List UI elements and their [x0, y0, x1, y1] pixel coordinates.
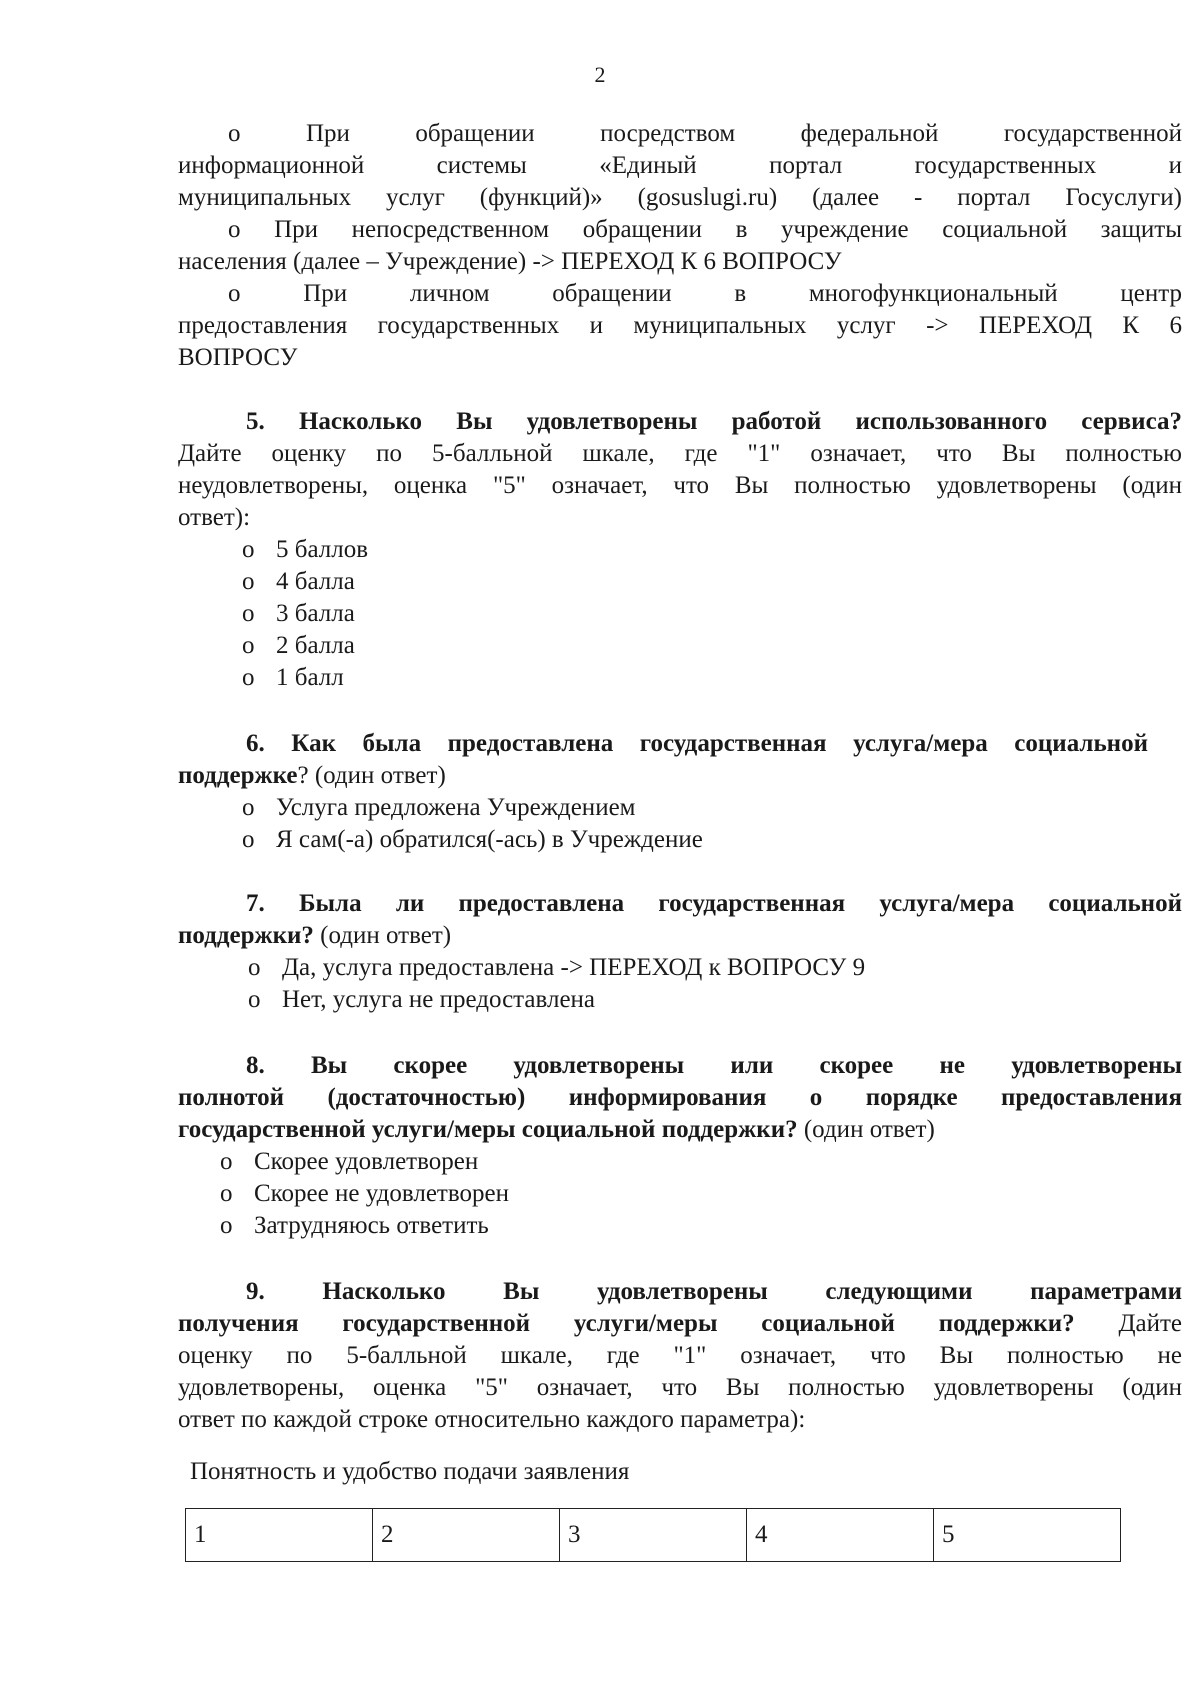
q4-option-3-line-3: ВОПРОСУ: [178, 344, 298, 371]
radio-circle-icon: o: [242, 536, 255, 563]
q7-option[interactable]: o Нет, услуга не предоставлена: [248, 984, 595, 1016]
q9-text-line-4: удовлетворены, оценка "5" означает, что Вы полностью удовлетворены (один: [178, 1374, 1182, 1401]
q6-text-line-2: поддержке? (один ответ): [178, 762, 446, 789]
q6-heading: 6. Как была предоставлена государственная услуга/мера социальной: [246, 730, 1148, 757]
q5-text-line-4: ответ):: [178, 504, 251, 531]
q4-option-2-line-1: o При непосредственном обращении в учреждение социальной защиты: [228, 216, 1183, 243]
radio-circle-icon: o: [248, 954, 261, 981]
rating-cell-2[interactable]: 2: [373, 1509, 560, 1562]
q8-text-line-2: полнотой (достаточностью) информирования о порядке предоставления: [178, 1084, 1182, 1111]
q6-option[interactable]: o Я сам(-а) обратился(-ась) в Учреждение: [242, 824, 703, 856]
radio-circle-icon: o: [220, 1148, 233, 1175]
q9-heading: 9. Насколько Вы удовлетворены следующими параметрами: [246, 1278, 1182, 1305]
q9-text-line-5: ответ по каждой строке относительно каждого параметра):: [178, 1406, 806, 1433]
radio-circle-icon: o: [242, 664, 255, 691]
q8-option[interactable]: o Затрудняюсь ответить: [220, 1210, 489, 1242]
rating-scale-table: [185, 1508, 1121, 1562]
bullet-icon: o: [228, 280, 241, 307]
q4-option-3-line-2: предоставления государственных и муниципальных услуг -> ПЕРЕХОД К 6: [178, 312, 1182, 339]
radio-circle-icon: o: [220, 1180, 233, 1207]
q5-option[interactable]: o 3 балла: [242, 598, 355, 630]
q8-heading: 8. Вы скорее удовлетворены или скорее не удовлетворены: [246, 1052, 1182, 1079]
q9-text-line-2: получения государственной услуги/меры социальной поддержки? Дайте: [178, 1310, 1182, 1337]
bullet-icon: o: [228, 120, 241, 147]
radio-circle-icon: o: [220, 1212, 233, 1239]
q7-option[interactable]: o Да, услуга предоставлена -> ПЕРЕХОД к ВОПРОСУ 9: [248, 952, 865, 984]
q8-text-line-3: государственной услуги/меры социальной поддержки? (один ответ): [178, 1116, 935, 1143]
radio-circle-icon: o: [242, 632, 255, 659]
bullet-icon: o: [228, 216, 241, 243]
radio-circle-icon: o: [242, 826, 255, 853]
q4-option-3-line-1: o При личном обращении в многофункциональный центр: [228, 280, 1182, 307]
q4-option-1-line-1: o При обращении посредством федеральной государственной: [228, 120, 1182, 147]
radio-circle-icon: o: [248, 986, 261, 1013]
q9-text-line-3: оценку по 5-балльной шкале, где "1" означает, что Вы полностью не: [178, 1342, 1182, 1369]
q5-option[interactable]: o 5 баллов: [242, 534, 368, 566]
rating-cell-4[interactable]: 4: [747, 1509, 934, 1562]
rating-cell-3[interactable]: 3: [560, 1509, 747, 1562]
q4-option-2-line-2: населения (далее – Учреждение) -> ПЕРЕХОД К 6 ВОПРОСУ: [178, 248, 842, 275]
rating-cell-1[interactable]: 1: [186, 1509, 373, 1562]
q9-parameter-label: Понятность и удобство подачи заявления: [190, 1458, 630, 1485]
page-number: 2: [594, 62, 606, 87]
table-row: [186, 1509, 1121, 1562]
q4-option-1-line-2: информационной системы «Единый портал государственных и: [178, 152, 1182, 179]
rating-cell-5[interactable]: 5: [934, 1509, 1121, 1562]
q7-heading: 7. Была ли предоставлена государственная услуга/мера социальной: [246, 890, 1182, 917]
radio-circle-icon: o: [242, 600, 255, 627]
q5-heading: 5. Насколько Вы удовлетворены работой использованного сервиса?: [246, 408, 1182, 435]
q4-option-1-line-3: муниципальных услуг (функций)» (gosuslugi.ru) (далее - портал Госуслуги): [178, 184, 1182, 211]
radio-circle-icon: o: [242, 794, 255, 821]
q5-option[interactable]: o 4 балла: [242, 566, 355, 598]
radio-circle-icon: o: [242, 568, 255, 595]
q7-text-line-2: поддержки? (один ответ): [178, 922, 452, 949]
q5-option[interactable]: o 1 балл: [242, 662, 344, 694]
q8-option[interactable]: o Скорее не удовлетворен: [220, 1178, 509, 1210]
q8-option[interactable]: o Скорее удовлетворен: [220, 1146, 478, 1178]
q5-option[interactable]: o 2 балла: [242, 630, 355, 662]
q5-text-line-2: Дайте оценку по 5-балльной шкале, где "1" означает, что Вы полностью: [178, 440, 1182, 467]
q6-option[interactable]: o Услуга предложена Учреждением: [242, 792, 636, 824]
q5-text-line-3: неудовлетворены, оценка "5" означает, что Вы полностью удовлетворены (один: [178, 472, 1182, 499]
